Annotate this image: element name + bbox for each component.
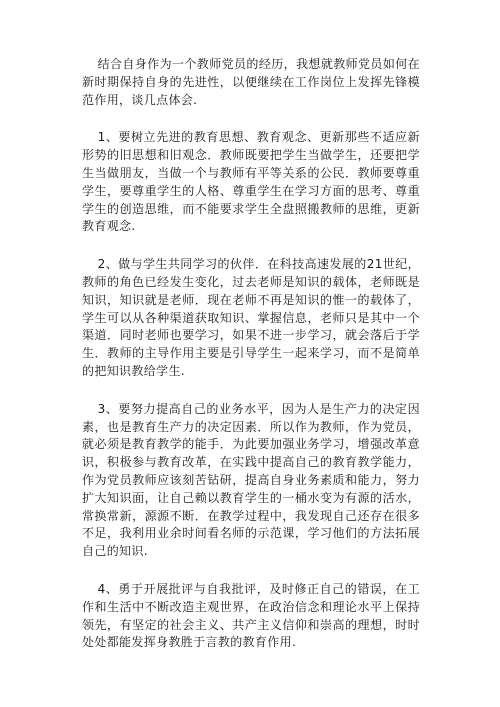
intro-paragraph: 结合自身作为一个教师党员的经历，我想就教师党员如何在新时期保持自身的先进性，以便继续在工作岗位上发挥先锋模范作用，谈几点体会. bbox=[82, 57, 420, 107]
paragraph-2: 2、做与学生共同学习的伙伴．在科技高速发展的21世纪，教师的角色已经发生变化，过去老师是知识的载体，老师既是知识，知识就是老师．现在老师不再是知识的惟一的载体了，学生可以从各种渠道获取知识、掌握信息，老师只是其中一个渠道．同时老师也要学习，如果不进一步学习，就会落后于学生．教师的主导作用主要是引导学生一起来学习，而不是简单的把知识教给学生. bbox=[82, 257, 420, 378]
document-body bbox=[82, 56, 420, 652]
paragraph-4: 4、勇于开展批评与自我批评，及时修正自己的错误，在工作和生活中不断改造主观世界，在政治信念和理论水平上保持领先，有坚定的社会主义、共产主义信仰和崇高的理想，时时处处都能发挥身教胜于言教的教育作用. bbox=[82, 581, 420, 650]
paragraph-3: 3、要努力提高自己的业务水平，因为人是生产力的决定因素，也是教育生产力的决定因素．所以作为教师，作为党员，就必须是教育教学的能手．为此要加强业务学习，增强改革意识，积极参与教育改革，在实践中提高自己的教育教学能力，作为党员教师应该刻苦钻研，提高自身业务素质和能力，努力扩大知识面，让自己赖以教育学生的一桶水变为有源的活水，常换常新，源源不断．在教学过程中，我发现自己还存在很多不足，我利用业余时间看名师的示范课，学习他们的方法拓展自己的知识. bbox=[82, 401, 420, 559]
paragraph-1: 1、要树立先进的教育思想、教育观念、更新那些不适应新形势的旧思想和旧观念．教师既要把学生当做学生，还要把学生当做朋友，当做一个与教师有平等关系的公民．教师要尊重学生，要尊重学生的人格、尊重学生在学习方面的思考、尊重学生的创造思维，而不能要求学生全盘照搬教师的思维，更新教育观念. bbox=[82, 130, 420, 234]
